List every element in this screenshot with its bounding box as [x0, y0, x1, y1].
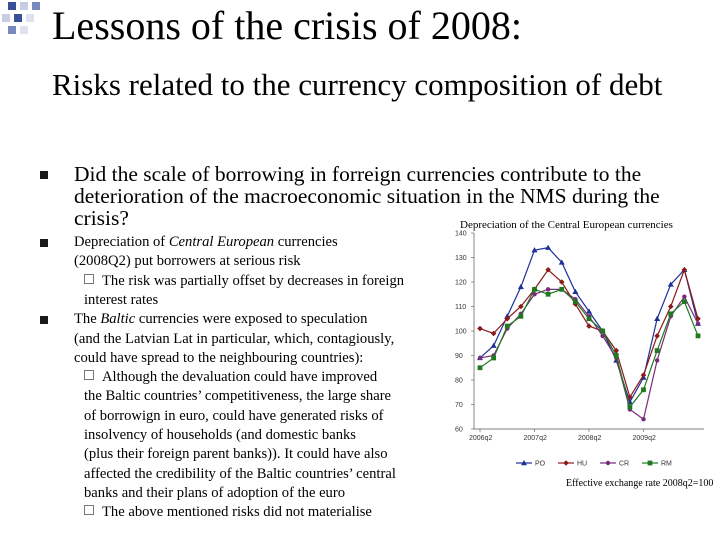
chart-note: Effective exchange rate 2008q2=100	[566, 478, 714, 489]
line-text: Depreciation of	[74, 234, 169, 250]
data-point-rm	[627, 405, 632, 410]
data-point-rm	[518, 314, 523, 319]
y-tick-label: 100	[455, 328, 467, 336]
body-line: banks and their plans of adoption of the euro	[84, 484, 345, 501]
y-tick-label: 120	[455, 279, 467, 287]
x-tick-label: 2009q2	[632, 435, 656, 442]
line-text: The	[74, 311, 101, 328]
legend-label: CR	[619, 460, 630, 468]
legend-marker	[563, 460, 569, 466]
body-line: the Baltic countries’ competitiveness, the large share	[84, 388, 392, 405]
data-point-hu	[654, 333, 660, 339]
data-point-po	[545, 245, 551, 250]
body-line: (and the Latvian Lat in particular, which, contagiously,	[74, 330, 395, 347]
y-tick-label: 60	[455, 426, 463, 434]
data-point-rm	[614, 353, 619, 358]
data-point-rm	[546, 292, 551, 297]
slide-title: Lessons of the crisis of 2008:	[52, 3, 522, 48]
body-line: of borrowign in euro, could have generated risks of	[84, 407, 384, 424]
data-point-cr	[682, 295, 686, 299]
legend-marker	[648, 461, 653, 466]
data-point-cr	[546, 287, 550, 291]
data-point-rm	[478, 365, 483, 370]
data-point-rm	[668, 311, 673, 316]
x-tick-label: 2007q2	[523, 435, 547, 442]
data-point-hu	[586, 323, 592, 329]
y-tick-label: 110	[455, 304, 467, 311]
main-bullet-text: Did the scale of borrowing in forreign currencies contribute to the deterioration of the macroeconomic situation in the NMS during the crisis?	[74, 162, 660, 230]
data-point-rm	[682, 299, 687, 304]
chart-title: Depreciation of the Central European currencies	[460, 219, 673, 231]
data-point-po	[518, 284, 524, 289]
data-point-hu	[641, 372, 647, 378]
legend-label: HU	[577, 460, 588, 468]
line-text: The risk was partially offset by decreases in foreign	[102, 272, 405, 289]
data-point-rm	[505, 324, 510, 329]
body-line: affected the credibility of the Baltic countries’ central	[84, 465, 396, 482]
y-tick-label: 90	[455, 353, 463, 360]
data-point-po	[654, 316, 660, 321]
y-tick-label: 140	[455, 230, 467, 238]
body-line: interest rates	[84, 291, 159, 308]
data-point-cr	[696, 321, 700, 325]
line-emphasis: Central European	[168, 234, 275, 250]
x-tick-label: 2008q2	[578, 435, 602, 442]
legend-marker	[606, 461, 610, 465]
data-point-hu	[477, 326, 483, 332]
data-point-cr	[641, 417, 645, 421]
data-point-rm	[532, 287, 537, 292]
y-tick-label: 70	[455, 402, 463, 409]
body-line: (2008Q2) put borrowers at serious risk	[74, 253, 301, 270]
data-point-po	[491, 343, 497, 348]
data-point-rm	[559, 287, 564, 292]
data-point-po	[572, 289, 578, 294]
y-tick-label: 130	[455, 255, 467, 262]
line-emphasis: Baltic	[100, 311, 136, 328]
data-point-rm	[600, 329, 605, 334]
data-point-rm	[491, 356, 496, 361]
series-line-rm	[480, 289, 698, 407]
body-line: could have spread to the neighbouring countries):	[74, 349, 364, 366]
data-point-rm	[573, 299, 578, 304]
slide-subtitle: Risks related to the currency composition of debt	[52, 67, 663, 102]
line-text: The above mentioned risks did not materialise	[102, 504, 372, 521]
legend-label: PO	[535, 460, 546, 468]
line-text: currencies were exposed to speculation	[135, 311, 368, 328]
line-text: currencies	[274, 234, 338, 250]
data-point-rm	[587, 316, 592, 321]
data-point-rm	[641, 387, 646, 392]
body-line: insolvency of households (and domestic banks	[84, 427, 356, 443]
data-point-rm	[696, 334, 701, 339]
data-point-cr	[478, 356, 482, 360]
line-text: Although the devaluation could have improved	[102, 369, 378, 386]
data-point-cr	[655, 358, 659, 362]
data-point-hu	[668, 304, 674, 310]
body-line: (plus their foreign parent banks)). It could have also	[84, 446, 388, 463]
legend-label: RM	[661, 460, 672, 468]
y-tick-label: 80	[455, 377, 463, 385]
data-point-rm	[655, 348, 660, 353]
x-tick-label: 2006q2	[469, 435, 493, 442]
